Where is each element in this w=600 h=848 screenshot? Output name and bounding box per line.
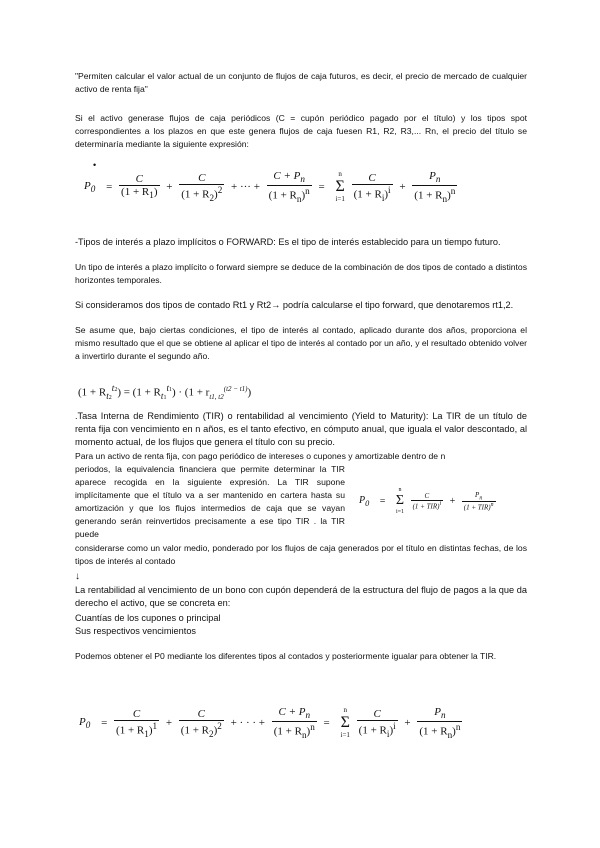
quote-paragraph: "Permiten calcular el valor actual de un conjunto de flujos de caja futuros, es decir, el precio de mercado de cualquier activo de renta fija" <box>75 71 527 94</box>
tir-weighted-paragraph: considerarse como un valor medio, ponderado por los flujos de caja generados por el título en distintas fechas, de los tipos de interés al contado <box>75 543 527 566</box>
tir-definition-paragraph: .Tasa Interna de Rendimiento (TIR) o rentabilidad al vencimiento (Yield to Maturity): La TIR de un título de renta fija con vencimiento en n años, es el tanto efectivo, en cómputo anual, que iguala el valor descontado, al momento actual, de los flujos que genera el título con su precio. <box>75 411 527 447</box>
tir-intro-line: Para un activo de renta fija, con pago periódico de intereses o cupones y amortizable dentro de n <box>75 451 446 461</box>
rentabilidad-paragraph: La rentabilidad al vencimiento de un bono con cupón dependerá de la estructura del flujo de pagos a la que da derecho el activo, que se concreta en: <box>75 585 527 608</box>
forward-rate-formula: $(1 + R_{t2}^{t2}) = (1 + R_{t1}^{t1}) \cdot (1 + r_{t1, t2}^{(t2 - t1)})$ <box>78 383 252 401</box>
forward-definition-paragraph: Un tipo de interés a plazo implícito o forward siempre se deduce de la combinación de dos tipos de contado a distintos horizontes temporales. <box>75 262 527 285</box>
two-rates-paragraph: Si consideramos dos tipos de contado Rt1 y Rt2→ podría calcularse el tipo forward, que denotaremos rt1,2. <box>75 300 514 310</box>
price-formula-bottom: $P_0$ = $\frac{C}{(1 + R_1)^1}$ + $\frac{C}{(1 + R_2)^2}$ + · · · + $\frac{C + P_n}{(1 + R_n)^n}$ = n Σ i=1 $\frac{C}{(1 + R_i)^i}$ + $\frac{P_n}{(1 + R_n)^n}$ <box>79 706 461 740</box>
p0-paragraph: Podemos obtener el P0 mediante los diferentes tipos al contados y posteriormente igualar para obtener la TIR. <box>75 651 497 661</box>
tir-wrapped-paragraph: periodos, la equivalencia financiera que permite determinar la TIR aparece recogida en la siguiente expresión. La TIR supone implícitamente que el título va a ser mantenido en cartera hasta su amortización y que los flujos intermedios de caja que se vayan generando serán reinvertidos precisamente a ese tipo TIR . la TIR puede <box>75 464 345 539</box>
periodic-flows-paragraph: Si el activo generase flujos de caja periódicos (C = cupón periódico pagado por el título) y los tipos spot correspondientes a los plazos en que este genera flujos de caja fuesen R1, R2, R3,... Rn, el precio del título se determinaría mediante la siguiente expresión: <box>75 113 527 149</box>
assumption-paragraph: Se asume que, bajo ciertas condiciones, el tipo de interés al contado, aplicado durante dos años, proporciona el mismo resultado que el que se obtiene al aplicar el tipo de interés al contado por un año, y el resultado obtenido volver a invertirlo durante el segundo año. <box>75 325 527 361</box>
price-formula-spot-rates: $P_0$ = $\frac{C}{(1 + R_1)}$ + $\frac{C}{(1 + R_2)^2}$ + ··· + $\frac{C + P_n}{(1 + R_n)^n}$ = n Σ i=1 $\frac{C}{(1 + R_i)^i}$ + $\frac{P_n}{(1 + R_n)^n}$ <box>84 170 456 204</box>
list-item-cuantias: Cuantías de los cupones o principal <box>75 613 221 623</box>
bullet-mark: • <box>93 160 97 170</box>
forward-title-paragraph: -Tipos de interés a plazo implícitos o FORWARD: Es el tipo de interés establecido para un tiempo futuro. <box>75 237 501 247</box>
list-item-vencimientos: Sus respectivos vencimientos <box>75 626 197 636</box>
down-arrow: ↓ <box>75 571 80 582</box>
tir-formula: $P_0$ = n Σ i=1 $\frac{C}{(1 + TIR)^i}$ + $\frac{P_n}{(1 + TIR)^n}$ <box>359 487 494 515</box>
